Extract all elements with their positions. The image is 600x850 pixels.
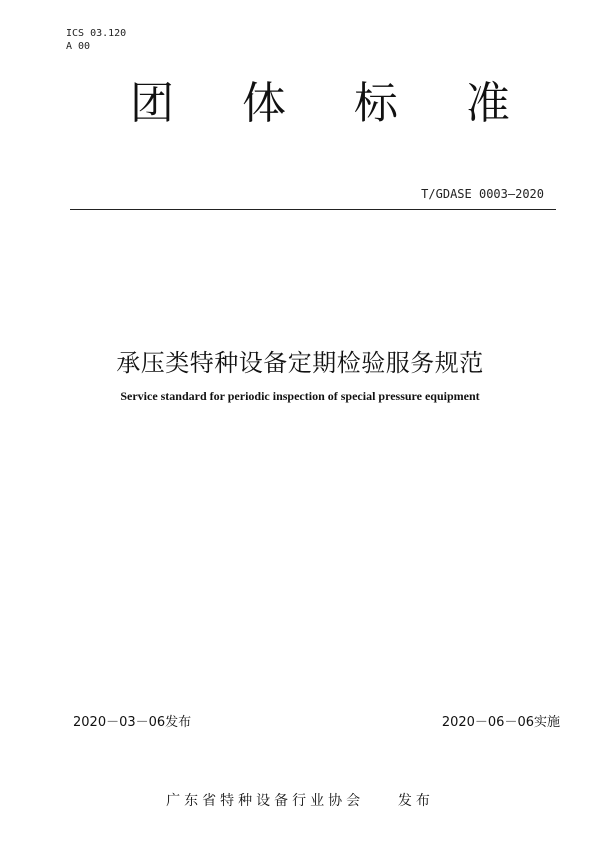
ics-code: ICS 03.120 xyxy=(66,28,127,39)
document-title-english: Service standard for periodic inspection of special pressure equipment xyxy=(120,389,480,403)
standard-type-title xyxy=(130,76,510,132)
standard-type-char: 准 xyxy=(466,78,510,129)
standard-number: T/GDASE 0003—2020 xyxy=(421,187,544,201)
standard-type-char: 体 xyxy=(242,78,286,129)
standard-type-char: 标 xyxy=(354,78,398,129)
classification-codes xyxy=(66,27,126,53)
issue-date: 2020－03－06发布 xyxy=(73,715,192,730)
ccs-code: A 00 xyxy=(66,41,91,52)
implementation-date: 2020－06－06实施 xyxy=(441,715,560,730)
standard-type-char: 团 xyxy=(130,78,174,129)
publisher-line: 广东省特种设备行业协会 发布 xyxy=(166,793,434,809)
header-divider xyxy=(70,209,556,210)
document-title-chinese: 承压类特种设备定期检验服务规范 xyxy=(116,349,484,377)
